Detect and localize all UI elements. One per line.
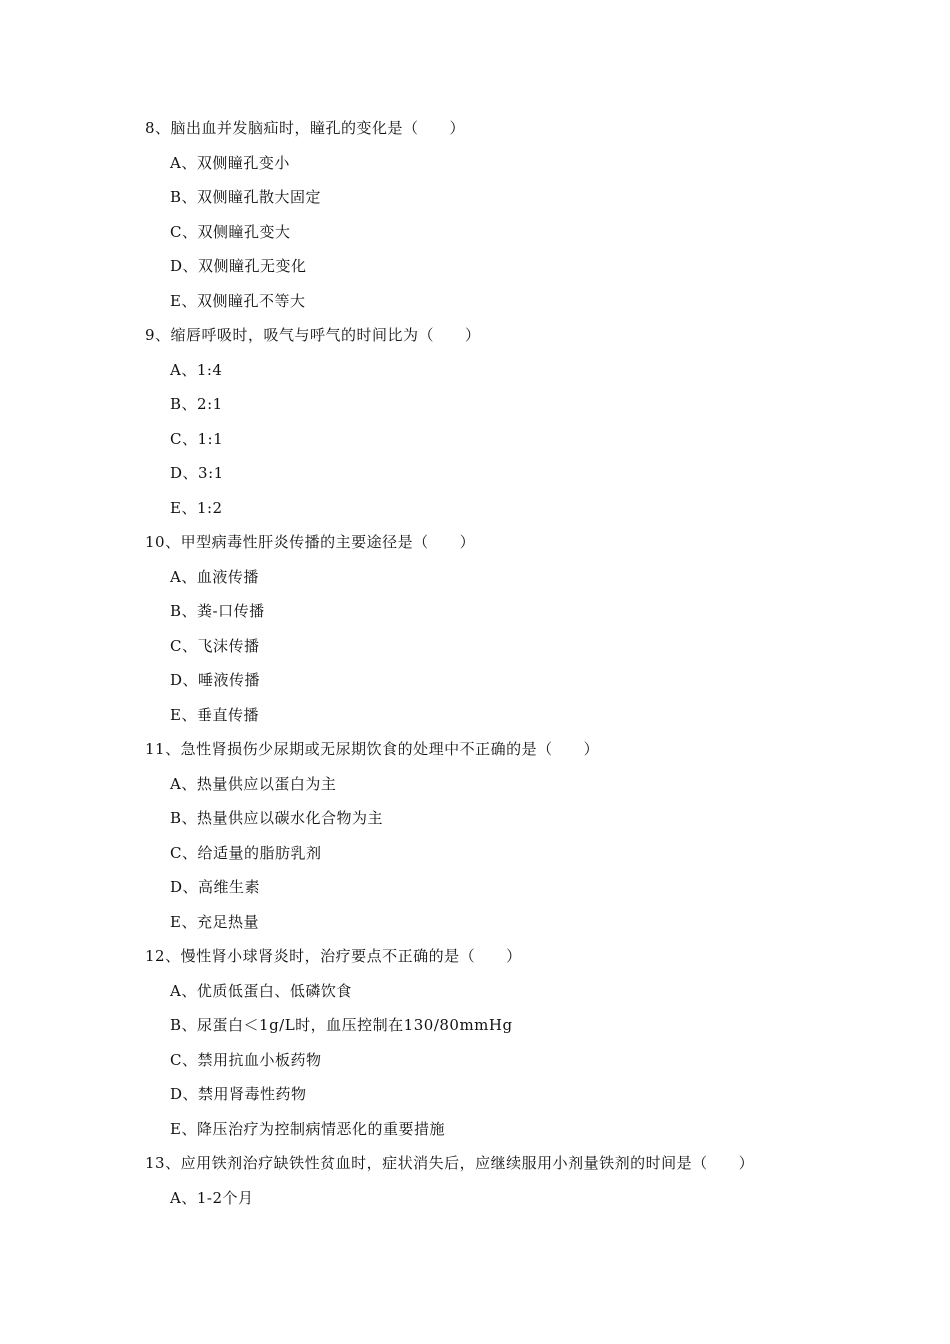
- question-12-option-b: B、尿蛋白＜1g/L时，血压控制在130/80mmHg: [170, 1016, 513, 1034]
- question-12-option-a: A、优质低蛋白、低磷饮食: [170, 981, 352, 1000]
- question-13-stem: 13、应用铁剂治疗缺铁性贫血时，症状消失后，应继续服用小剂量铁剂的时间是（ ）: [145, 1154, 755, 1172]
- question-9-option-a: A、1:4: [170, 360, 223, 379]
- question-9-option-e: E、1:2: [170, 498, 223, 517]
- question-11-option-e: E、充足热量: [170, 912, 259, 931]
- question-13-option-a: A、1-2个月: [170, 1188, 254, 1207]
- question-11-option-d: D、高维生素: [170, 878, 261, 896]
- question-8-option-c: C、双侧瞳孔变大: [170, 222, 291, 241]
- question-12-option-d: D、禁用肾毒性药物: [170, 1085, 307, 1103]
- question-9-option-d: D、3:1: [170, 464, 224, 482]
- question-8-option-a: A、双侧瞳孔变小: [170, 153, 290, 172]
- question-11-option-a: A、热量供应以蛋白为主: [170, 774, 337, 793]
- question-11-option-b: B、热量供应以碳水化合物为主: [170, 809, 384, 827]
- question-9-stem: 9、缩唇呼吸时，吸气与呼气的时间比为（ ）: [145, 326, 481, 344]
- question-12-stem: 12、慢性肾小球肾炎时，治疗要点不正确的是（ ）: [145, 947, 522, 965]
- question-10-option-d: D、唾液传播: [170, 671, 261, 689]
- question-12-option-c: C、禁用抗血小板药物: [170, 1050, 322, 1069]
- question-10-stem: 10、甲型病毒性肝炎传播的主要途径是（ ）: [145, 533, 476, 551]
- question-list: [0, 111, 950, 1215]
- question-11-option-c: C、给适量的脂肪乳剂: [170, 843, 322, 862]
- question-10-option-e: E、垂直传播: [170, 705, 259, 724]
- question-9-option-b: B、2:1: [170, 395, 223, 413]
- question-10-option-b: B、粪-口传播: [170, 602, 265, 620]
- question-10-option-a: A、血液传播: [170, 567, 259, 586]
- question-9-option-c: C、1:1: [170, 429, 224, 448]
- question-10-option-c: C、飞沫传播: [170, 636, 260, 655]
- question-8-option-b: B、双侧瞳孔散大固定: [170, 188, 322, 206]
- question-8-option-e: E、双侧瞳孔不等大: [170, 291, 306, 310]
- question-8-stem: 8、脑出血并发脑疝时，瞳孔的变化是（ ）: [145, 119, 466, 137]
- question-12-option-e: E、降压治疗为控制病情恶化的重要措施: [170, 1119, 445, 1138]
- question-8-option-d: D、双侧瞳孔无变化: [170, 257, 307, 275]
- question-11-stem: 11、急性肾损伤少尿期或无尿期饮食的处理中不正确的是（ ）: [145, 740, 600, 758]
